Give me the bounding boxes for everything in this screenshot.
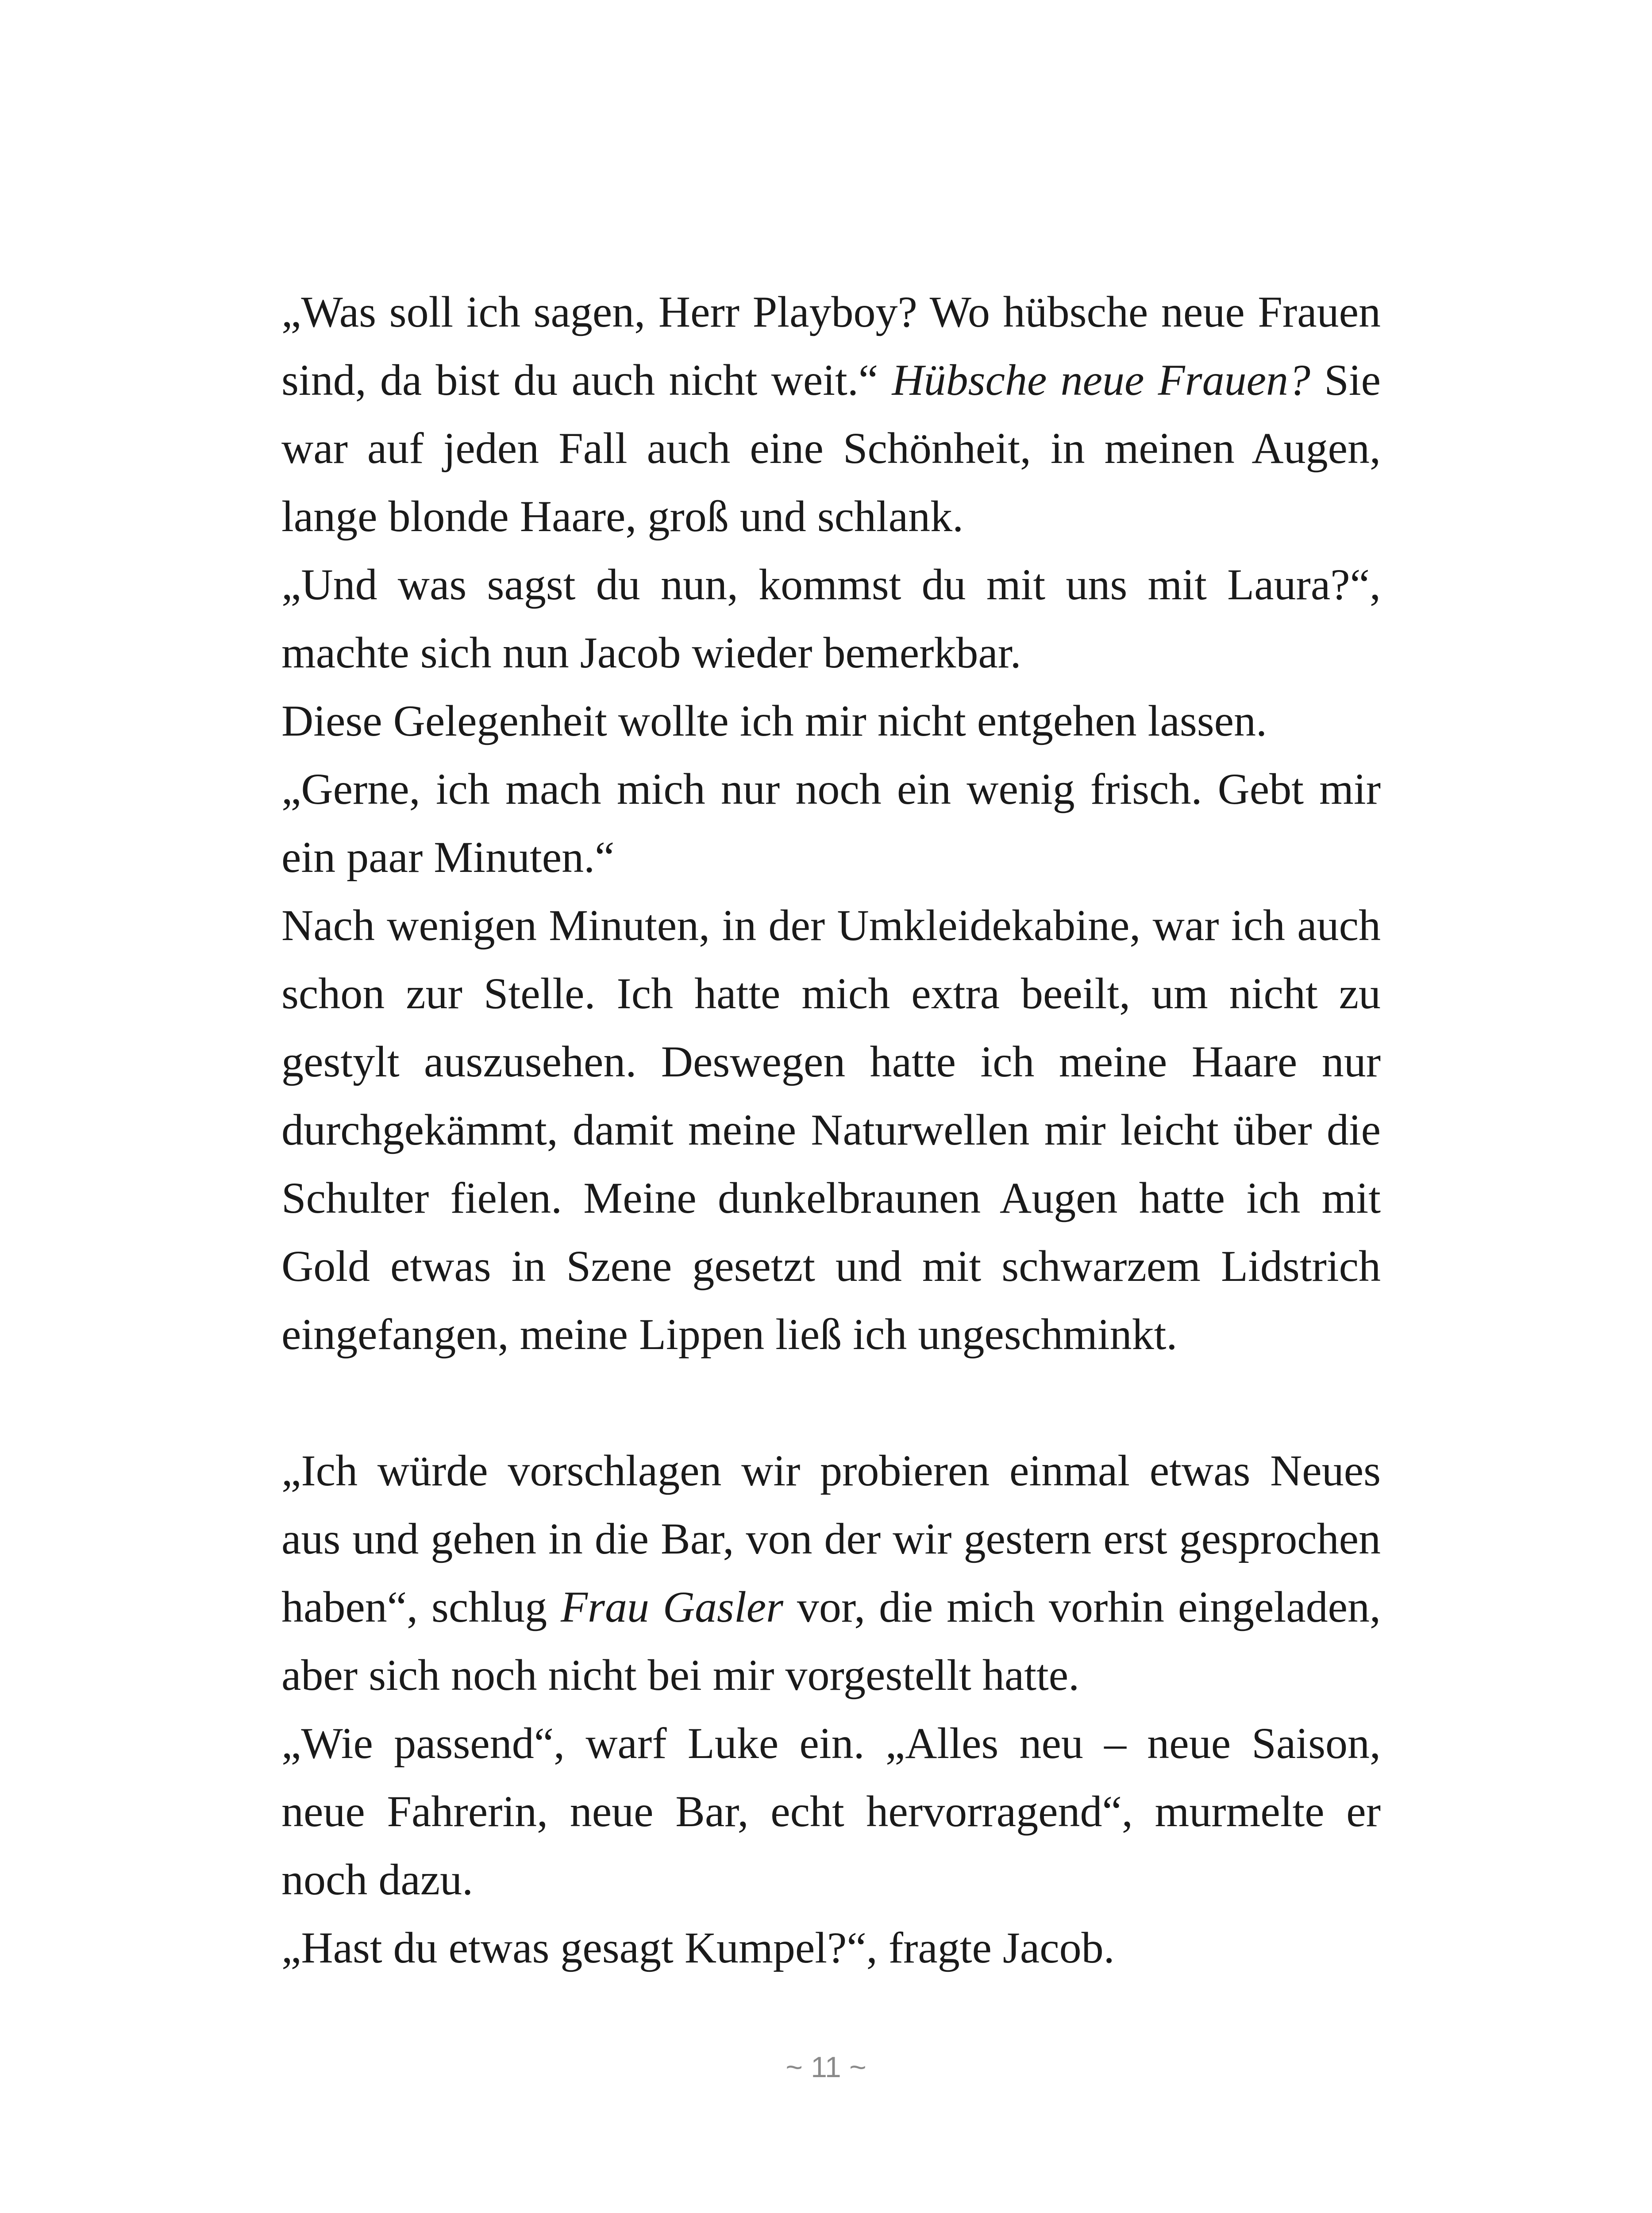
text-run: Diese Gelegenheit wollte ich mir nicht entgehen lassen.	[281, 696, 1267, 745]
paragraph	[281, 755, 1381, 891]
paragraph	[281, 687, 1381, 755]
text-run: „Hast du etwas gesagt Kumpel?“, fragte Jacob.	[281, 1923, 1115, 1972]
page-number: ~ 11 ~	[786, 2051, 866, 2083]
paragraph	[281, 1914, 1381, 1982]
paragraph	[281, 278, 1381, 551]
text-run: „Ich würde vorschlagen wir probieren einmal etwas Neues aus und gehen in die Bar, von der wir gestern erst gesprochen haben“, schlug	[281, 1446, 1381, 1631]
body-text	[281, 278, 1381, 1982]
paragraph	[281, 1709, 1381, 1914]
text-run: „Und was sagst du nun, kommst du mit uns mit Laura?“, machte sich nun Jacob wieder bemerkbar.	[281, 560, 1381, 677]
italic-text: Hübsche neue Frauen?	[892, 355, 1310, 405]
text-run: Nach wenigen Minuten, in der Umkleidekabine, war ich auch schon zur Stelle. Ich hatte mich extra beeilt, um nicht zu gestylt auszusehen. Deswegen hatte ich meine Haare nur durchgekämmt, damit meine Naturwellen mir leicht über die Schulter fielen. Meine dunkelbraunen Augen hatte ich mit Gold etwas in Szene gesetzt und mit schwarzem Lidstrich eingefangen, meine Lippen ließ ich ungeschminkt.	[281, 901, 1381, 1359]
text-run: „Gerne, ich mach mich nur noch ein wenig frisch. Gebt mir ein paar Minuten.“	[281, 764, 1381, 882]
paragraph-gap	[281, 1369, 1381, 1437]
paragraph	[281, 891, 1381, 1369]
text-run: Sie war auf jeden Fall auch eine Schönheit, in meinen Augen, lange blonde Haare, groß und schlank.	[281, 355, 1381, 541]
text-run: „Was soll ich sagen, Herr Playboy? Wo hübsche neue Frauen sind, da bist du auch nicht weit.“	[281, 287, 1381, 405]
italic-text: Frau Gasler	[560, 1582, 784, 1631]
text-run: vor, die mich vorhin eingeladen, aber sich noch nicht bei mir vorgestellt hatte.	[281, 1582, 1381, 1700]
text-run: „Wie passend“, warf Luke ein. „Alles neu – neue Saison, neue Fahrerin, neue Bar, echt hervorragend“, murmelte er noch dazu.	[281, 1719, 1381, 1904]
paragraph	[281, 551, 1381, 687]
paragraph	[281, 1437, 1381, 1709]
